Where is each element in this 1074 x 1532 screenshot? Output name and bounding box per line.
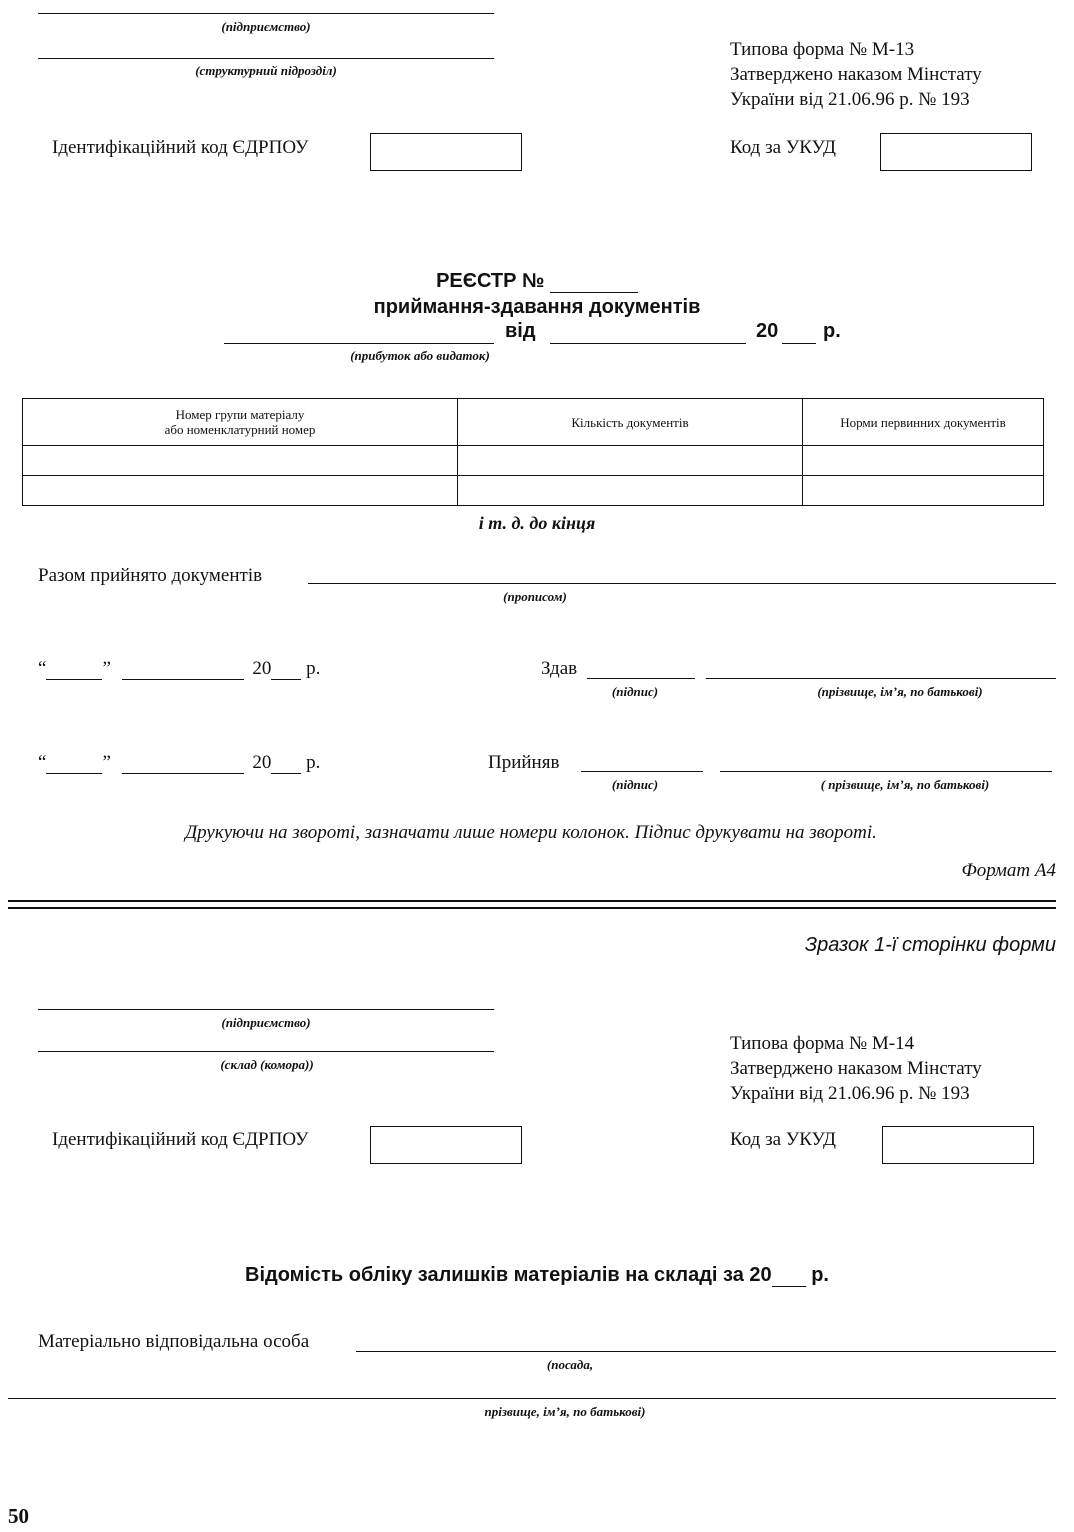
col-group-number-text: Номер групи матеріалу або номенклатурний номер: [164, 407, 316, 437]
ukud-code-box-2[interactable]: [882, 1126, 1034, 1164]
in-words-caption: (прописом): [503, 589, 567, 604]
register-number-label: РЕЄСТР №: [436, 270, 545, 292]
day-field[interactable]: [46, 755, 102, 774]
handed-signature-field[interactable]: [587, 678, 695, 679]
edrpou-code-box-2[interactable]: [370, 1126, 522, 1164]
sample-label: Зразок 1-ї сторінки форми: [804, 934, 1056, 956]
edrpou-label-2: Ідентифікаційний код ЄДРПОУ: [52, 1129, 309, 1150]
table-cell[interactable]: [458, 446, 803, 476]
month-field[interactable]: [122, 661, 244, 680]
responsible-name-field[interactable]: [8, 1398, 1056, 1399]
total-label: Разом прийнято документів: [38, 565, 263, 586]
table-cell[interactable]: [803, 476, 1044, 506]
edrpou-code-box[interactable]: [370, 133, 522, 171]
register-subtitle: приймання-здавання документів: [373, 296, 701, 318]
open-quote: “: [38, 752, 47, 773]
position-caption: (посада,: [546, 1357, 594, 1372]
warehouse-caption: (склад (комора)): [220, 1057, 314, 1072]
year-suffix: р.: [306, 752, 321, 773]
from-label: від: [505, 320, 536, 342]
income-caption: (прибуток або видаток): [350, 348, 490, 363]
received-name-caption: ( прізвище, ім’я, по батькові): [820, 777, 990, 792]
received-signature-field[interactable]: [581, 771, 703, 772]
form-type-line: Типова форма № М-13: [730, 39, 915, 60]
handed-name-caption: (прізвище, ім’я, по батькові): [817, 684, 983, 699]
year-label: 20: [252, 752, 272, 773]
etc-text: і т. д. до кінця: [478, 513, 596, 533]
approved-line: Затверджено наказом Мінстату: [730, 1058, 982, 1079]
col-doc-norms: Норми первинних документів: [803, 399, 1044, 446]
register-number-field[interactable]: [550, 274, 638, 293]
table-cell[interactable]: [23, 446, 458, 476]
form-m14-info: [730, 1031, 982, 1106]
handed-name-field[interactable]: [706, 678, 1056, 679]
table-cell[interactable]: [458, 476, 803, 506]
subdivision-line: [38, 58, 494, 59]
received-label: Прийняв: [488, 752, 560, 773]
responsible-label: Матеріально відповідальна особа: [38, 1331, 310, 1352]
statement-title: [0, 1264, 1074, 1287]
section-divider: [8, 900, 1056, 909]
month-field[interactable]: [122, 755, 244, 774]
register-table: [22, 398, 1044, 506]
table-cell[interactable]: [803, 446, 1044, 476]
year-field[interactable]: [271, 661, 301, 680]
approved-date-line: України від 21.06.96 р. № 193: [730, 89, 970, 110]
year-field[interactable]: [271, 755, 301, 774]
responsible-name-caption: прізвище, ім’я, по батькові): [484, 1404, 646, 1419]
warehouse-line[interactable]: [38, 1051, 494, 1052]
statement-title-text: Відомість обліку залишків матеріалів на складі за 20: [245, 1264, 772, 1286]
print-note: Друкуючи на звороті, зазначати лише номери колонок. Підпис друкувати на звороті.: [185, 822, 877, 843]
ukud-label: Код за УКУД: [730, 137, 837, 158]
close-quote: ”: [102, 658, 111, 679]
enterprise-line: [38, 13, 494, 14]
date-row-2: [38, 752, 320, 774]
enterprise-caption-2: (підприємство): [221, 1015, 311, 1030]
received-name-field[interactable]: [720, 771, 1052, 772]
col-doc-count: Кількість документів: [458, 399, 803, 446]
ukud-label-2: Код за УКУД: [730, 1129, 837, 1150]
open-quote: “: [38, 658, 47, 679]
date-row-1: [38, 658, 320, 680]
total-field[interactable]: [308, 583, 1056, 584]
col-group-number: [23, 399, 458, 446]
table-cell[interactable]: [23, 476, 458, 506]
received-signature-caption: (підпис): [611, 777, 659, 792]
day-field[interactable]: [46, 661, 102, 680]
year-label: 20: [756, 320, 779, 342]
enterprise-caption: (підприємство): [221, 19, 311, 34]
table-row: [23, 446, 1044, 476]
statement-year-field[interactable]: [772, 1268, 806, 1287]
page-number: 50: [8, 1504, 29, 1528]
date-field[interactable]: [550, 343, 746, 344]
handed-signature-caption: (підпис): [611, 684, 659, 699]
format-note: Формат А4: [961, 860, 1056, 881]
approved-date-line: України від 21.06.96 р. № 193: [730, 1083, 970, 1104]
approved-line: Затверджено наказом Мінстату: [730, 64, 982, 85]
table-row: [23, 476, 1044, 506]
year-suffix: р.: [823, 320, 841, 342]
subdivision-caption: (структурний підрозділ): [195, 63, 337, 78]
year-suffix: р.: [306, 658, 321, 679]
enterprise-line-2[interactable]: [38, 1009, 494, 1010]
ukud-code-box[interactable]: [880, 133, 1032, 171]
year-field[interactable]: [782, 343, 816, 344]
register-title: [0, 270, 1074, 293]
table-header-row: [23, 399, 1044, 446]
form-m13-info: [730, 37, 982, 112]
edrpou-label: Ідентифікаційний код ЄДРПОУ: [52, 137, 309, 158]
statement-title-suffix: р.: [811, 1264, 829, 1286]
responsible-position-field[interactable]: [356, 1351, 1056, 1352]
form-type-line: Типова форма № М-14: [730, 1033, 915, 1054]
year-label: 20: [252, 658, 272, 679]
income-field[interactable]: [224, 343, 494, 344]
close-quote: ”: [102, 752, 111, 773]
handed-label: Здав: [541, 658, 578, 679]
